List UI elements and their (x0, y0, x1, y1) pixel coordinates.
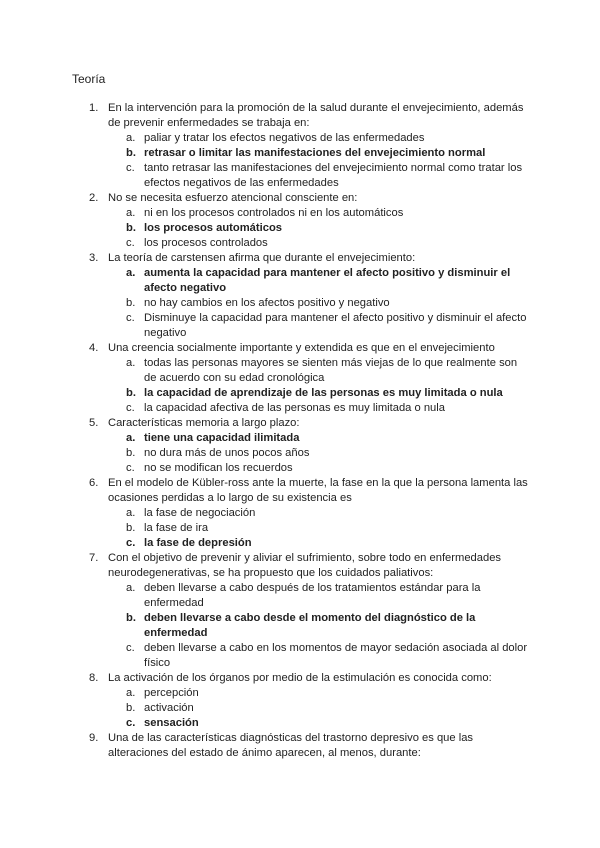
question-item (89, 551, 528, 671)
answer-option-correct (126, 221, 528, 236)
question-text: En el modelo de Kübler-ross ante la muerte, la fase en la que la persona lamenta las ocasiones perdidas a lo largo de su existencia es (108, 477, 528, 504)
answer-option-correct (126, 386, 528, 401)
option-text: no dura más de unos pocos años (144, 447, 310, 459)
option-text: los procesos controlados (144, 237, 268, 249)
question-number: 1. (89, 102, 99, 114)
option-text: ni en los procesos controlados ni en los automáticos (144, 207, 404, 219)
question-item (89, 191, 528, 251)
option-text: tiene una capacidad ilimitada (144, 432, 300, 444)
question-text: No se necesita esfuerzo atencional consciente en: (108, 192, 358, 204)
option-text: retrasar o limitar las manifestaciones del envejecimiento normal (144, 147, 486, 159)
option-list (108, 356, 528, 416)
question-number: 2. (89, 192, 99, 204)
answer-option-correct (126, 431, 528, 446)
option-text: activación (144, 702, 194, 714)
option-letter: a. (126, 582, 136, 594)
answer-option (126, 401, 528, 416)
option-letter: b. (126, 702, 136, 714)
question-text: Una de las características diagnósticas del trastorno depresivo es que las alteraciones del estado de ánimo aparecen, al menos, durante: (108, 732, 474, 759)
option-letter: a. (126, 507, 136, 519)
option-letter: a. (126, 207, 136, 219)
option-text: paliar y tratar los efectos negativos de las enfermedades (144, 132, 425, 144)
answer-option (126, 461, 528, 476)
question-item (89, 671, 528, 731)
answer-option (126, 161, 528, 191)
option-letter: c. (126, 717, 136, 729)
answer-option (126, 311, 528, 341)
option-letter: b. (126, 387, 136, 399)
option-list (108, 581, 528, 671)
answer-option (126, 641, 528, 671)
question-item (89, 731, 528, 761)
option-text: la capacidad afectiva de las personas es muy limitada o nula (144, 402, 445, 414)
answer-option (126, 701, 528, 716)
option-text: aumenta la capacidad para mantener el afecto positivo y disminuir el afecto negativo (144, 267, 511, 294)
question-text: Una creencia socialmente importante y extendida es que en el envejecimiento (108, 342, 495, 354)
answer-option (126, 236, 528, 251)
answer-option-correct (126, 716, 528, 731)
question-item (89, 101, 528, 191)
question-text: En la intervención para la promoción de la salud durante el envejecimiento, además de prevenir enfermedades se trabaja en: (108, 102, 524, 129)
option-list (108, 431, 528, 476)
option-letter: a. (126, 432, 136, 444)
option-text: la fase de ira (144, 522, 209, 534)
option-text: los procesos automáticos (144, 222, 283, 234)
option-list (108, 266, 528, 341)
question-number: 7. (89, 552, 99, 564)
answer-option (126, 131, 528, 146)
question-number: 5. (89, 417, 99, 429)
page-title: Teoría (72, 72, 106, 86)
option-list (108, 506, 528, 551)
option-letter: c. (126, 537, 136, 549)
option-letter: a. (126, 357, 136, 369)
option-letter: c. (126, 237, 135, 249)
answer-option (126, 686, 528, 701)
question-text: Características memoria a largo plazo: (108, 417, 300, 429)
option-letter: b. (126, 522, 136, 534)
answer-option-correct (126, 266, 528, 296)
option-letter: c. (126, 642, 135, 654)
answer-option (126, 521, 528, 536)
answer-option (126, 506, 528, 521)
option-text: todas las personas mayores se sienten más viejas de lo que realmente son de acuerdo con su edad cronológica (144, 357, 518, 384)
option-letter: b. (126, 297, 136, 309)
answer-option (126, 356, 528, 386)
option-text: Disminuye la capacidad para mantener el afecto positivo y disminuir el afecto negativo (144, 312, 527, 339)
answer-option-correct (126, 146, 528, 161)
option-text: deben llevarse a cabo desde el momento del diagnóstico de la enfermedad (144, 612, 476, 639)
option-letter: b. (126, 447, 136, 459)
option-text: la capacidad de aprendizaje de las personas es muy limitada o nula (144, 387, 503, 399)
question-item (89, 416, 528, 476)
option-text: la fase de depresión (144, 537, 252, 549)
option-text: deben llevarse a cabo después de los tratamientos estándar para la enfermedad (144, 582, 481, 609)
question-number: 9. (89, 732, 99, 744)
question-list (89, 101, 528, 761)
option-text: la fase de negociación (144, 507, 256, 519)
question-number: 8. (89, 672, 99, 684)
answer-option (126, 581, 528, 611)
answer-option (126, 446, 528, 461)
option-list (108, 206, 528, 251)
option-text: deben llevarse a cabo en los momentos de mayor sedación asociada al dolor físico (144, 642, 528, 669)
answer-option-correct (126, 536, 528, 551)
option-letter: a. (126, 267, 136, 279)
option-letter: a. (126, 132, 136, 144)
question-number: 3. (89, 252, 99, 264)
question-number: 4. (89, 342, 99, 354)
question-text: La activación de los órganos por medio de la estimulación es conocida como: (108, 672, 492, 684)
option-letter: c. (126, 462, 135, 474)
option-text: sensación (144, 717, 199, 729)
option-letter: c. (126, 162, 135, 174)
question-item (89, 341, 528, 416)
question-text: La teoría de carstensen afirma que durante el envejecimiento: (108, 252, 416, 264)
answer-option (126, 296, 528, 311)
question-number: 6. (89, 477, 99, 489)
option-text: no se modifican los recuerdos (144, 462, 293, 474)
option-text: percepción (144, 687, 199, 699)
option-list (108, 686, 528, 731)
option-letter: c. (126, 402, 135, 414)
answer-option-correct (126, 611, 528, 641)
question-item (89, 251, 528, 341)
option-list (108, 131, 528, 191)
option-letter: b. (126, 612, 136, 624)
option-letter: a. (126, 687, 136, 699)
option-letter: b. (126, 147, 136, 159)
option-text: tanto retrasar las manifestaciones del envejecimiento normal como tratar los efectos negativos de las enfermedades (144, 162, 523, 189)
answer-option (126, 206, 528, 221)
option-letter: c. (126, 312, 135, 324)
question-text: Con el objetivo de prevenir y aliviar el sufrimiento, sobre todo en enfermedades neurodegenerativas, se ha propuesto que los cuidados paliativos: (108, 552, 502, 579)
option-letter: b. (126, 222, 136, 234)
question-item (89, 476, 528, 551)
option-text: no hay cambios en los afectos positivo y negativo (144, 297, 390, 309)
